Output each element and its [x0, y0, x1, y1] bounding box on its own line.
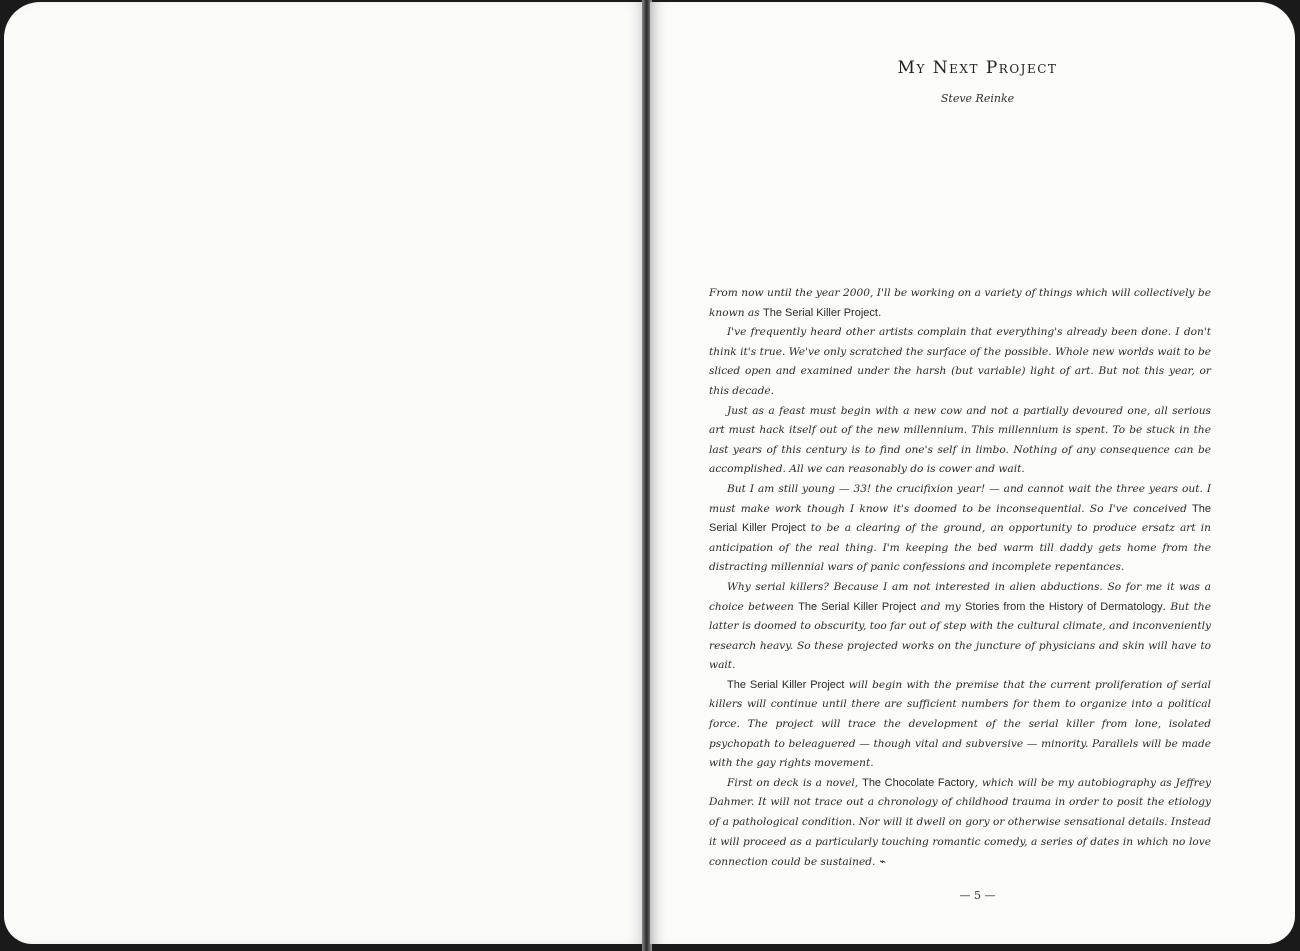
author-name: Steve Reinke — [940, 92, 1015, 105]
end-ornament-icon: ⌁ — [879, 855, 886, 869]
page-number: — 5 — — [959, 889, 996, 902]
article-body — [709, 284, 1211, 873]
paragraph-4: But I am still young — 33! the crucifixion year! — and cannot wait the three years out. I must make work though I know it's doomed to be inconsequential. So I've conceived The Serial Killer Project to be a clearing of the ground, an opportunity to produce ersatz art in anticipation of the real thing. I'm keeping the bed warm till daddy gets home from the distracting millennial wars of panic confessions and incomplete repentances. — [709, 482, 1211, 574]
paragraph-1: From now until the year 2000, I'll be working on a variety of things which will collectively be known as The Serial Killer Project. — [709, 287, 1211, 319]
paragraph-3: Just as a feast must begin with a new cow and not a partially devoured one, all serious art must hack itself out of the new millennium. This millennium is spent. To be stuck in the last years of this century is to find one's self in limbo. Nothing of any consequence can be accomplished. All we can reasonably do is cower and wait. — [709, 404, 1211, 476]
right-page — [650, 2, 1295, 944]
paragraph-5: Why serial killers? Because I am not interested in alien abductions. So for me it was a choice between The Serial Killer Project and my Stories from the History of Dermatology. But the latter is doomed to obscurity, too far out of step with the cultural climate, and inconveniently research heavy. So these projected works on the juncture of physicians and skin will have to wait. — [709, 580, 1211, 672]
page-title: My Next Project — [897, 58, 1058, 78]
paragraph-7: First on deck is a novel, The Chocolate Factory, which will be my autobiography as Jeffrey Dahmer. It will not trace out a chronology of childhood trauma in order to posit the etiology of a pathological condition. Nor will it dwell on gory or otherwise sensational details. Instead it will proceed as a particularly touching romantic comedy, a series of dates in which no love connection could be sustained. ⌁ — [709, 776, 1211, 869]
left-page-blank — [4, 2, 644, 944]
paragraph-2: I've frequently heard other artists complain that everything's already been done. I don't think it's true. We've only scratched the surface of the possible. Whole new worlds wait to be sliced open and examined under the harsh (but variable) light of art. But not this year, or this decade. — [709, 326, 1211, 397]
paragraph-6: The Serial Killer Project will begin with the premise that the current proliferation of serial killers will continue until there are sufficient numbers for them to organize into a political force. The project will trace the development of the serial killer from lone, isolated psychopath to beleaguered — though vital and subversive — minority. Parallels will be made with the gay rights movement. — [709, 678, 1211, 770]
